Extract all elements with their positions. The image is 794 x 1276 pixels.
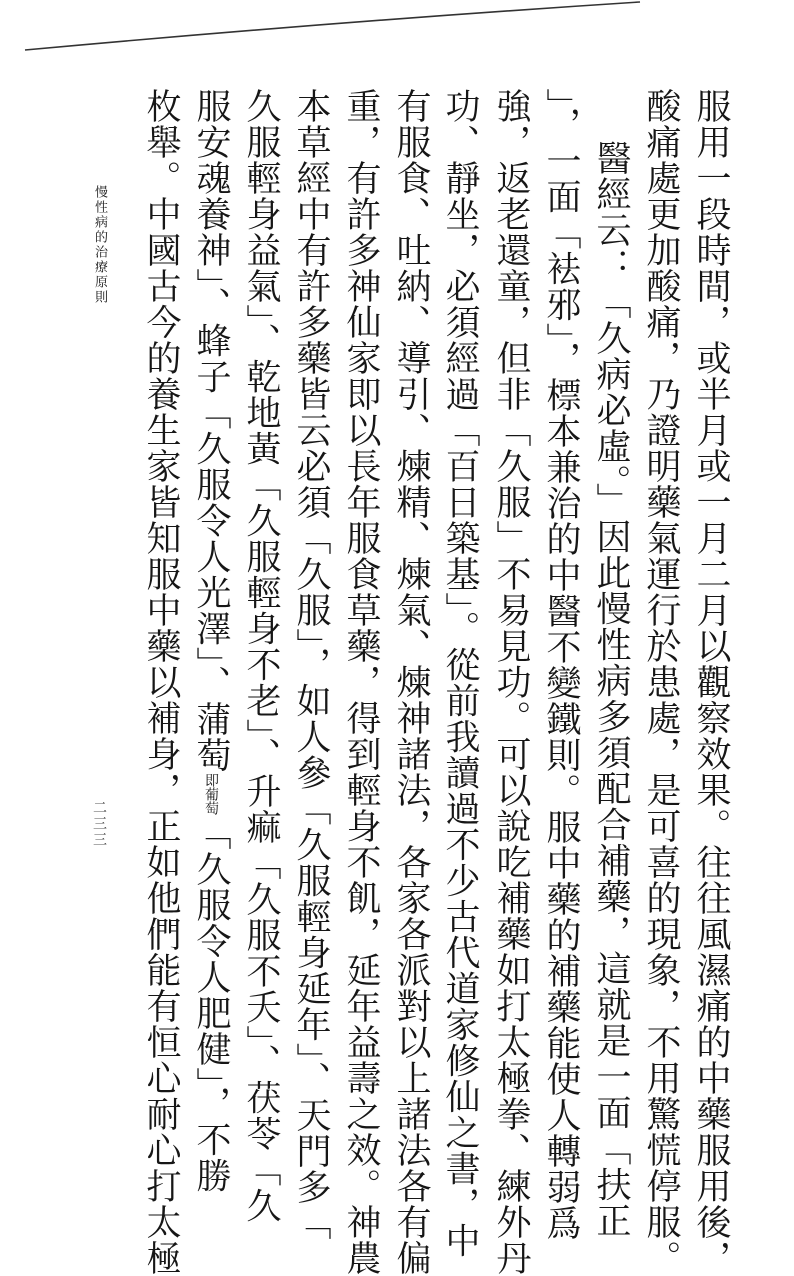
text-column-12: 枚舉。中國古今的養生家皆知服中藥以補身，正如他們能有恒心耐心打太極 [141, 88, 181, 1276]
text-column-9: 本草經中有許多藥皆云必須「久服」，如人參「久服輕身延年」、天門多「 [291, 88, 331, 1241]
text-column-11-part-1: 服安魂養神」、蜂子「久服令人光澤」、蒲萄 [191, 88, 231, 773]
running-title: 慢性病的治療原則 [92, 185, 107, 305]
text-column-3: 醫經云：「久病必虛。」因此慢性病多須配合補藥，這就是一面「扶正 [591, 140, 631, 1239]
interlinear-note: 即葡萄 [203, 773, 219, 815]
text-column-10: 久服輕身益氣」、乾地黃「久服輕身不老」、升痲「久服不夭」、茯苓「久 [241, 88, 281, 1224]
text-column-6: 功、靜坐，必須經過「百日築基」。從前我讀過不少古代道家修仙之書，中 [440, 88, 480, 1259]
text-column-5: 強，返老還童，但非「久服」不易見功。可以說吃補藥如打太極拳、練外丹 [491, 88, 531, 1276]
text-column-1: 服用一段時間，或半月或一月二月以觀察效果。往往風濕痛的中藥服用後， [691, 88, 731, 1276]
text-column-4: 」，一面「袪邪」，標本兼治的中醫不變鐵則。服中藥的補藥能使人轉弱爲 [541, 88, 581, 1241]
text-column-7: 有服食、吐納、導引、煉精、煉氣、煉神諸法，各家各派對以上諸法各有偏 [391, 88, 431, 1276]
text-column-2: 酸痛處更加酸痛，乃證明藥氣運行於患處，是可喜的現象，不用驚慌停服。 [641, 88, 681, 1276]
page-edge-curve [0, 0, 794, 70]
text-column-8: 重，有許多神仙家即以長年服食草藥，得到輕身不飢，延年益壽之效。神農 [341, 88, 381, 1276]
text-column-11 [188, 88, 234, 1194]
text-column-11-part-2: 「久服令人肥健」，不勝 [191, 815, 231, 1194]
page-number: 二三三 [91, 800, 107, 848]
